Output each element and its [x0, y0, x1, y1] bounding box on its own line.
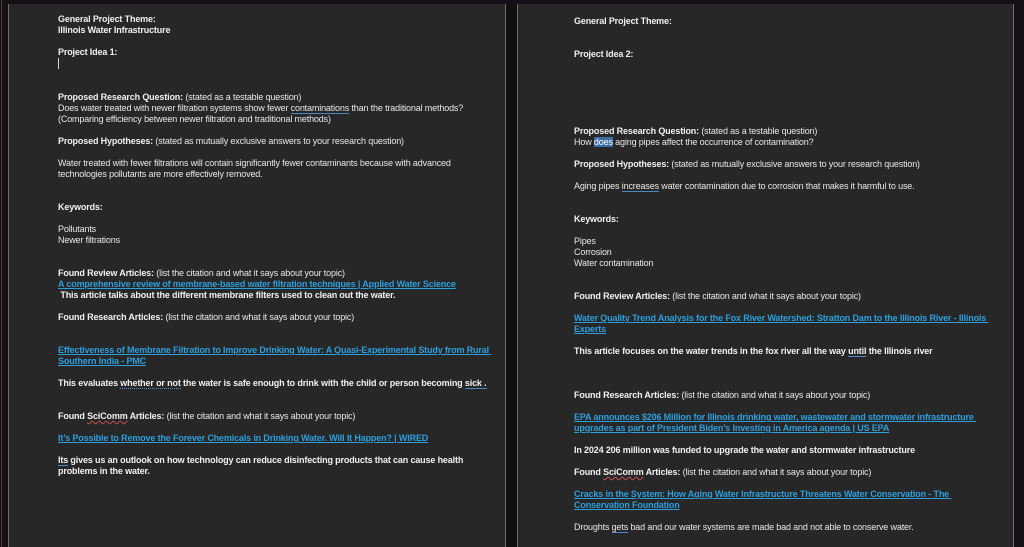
- paragraph[interactable]: [58, 268, 495, 279]
- text-run: (stated as a testable question): [182, 92, 302, 102]
- paragraph[interactable]: [58, 136, 495, 147]
- paragraph[interactable]: [574, 522, 1001, 533]
- paragraph[interactable]: [574, 49, 1001, 60]
- text-run: sick .: [464, 378, 487, 388]
- text-run: gets: [611, 522, 629, 532]
- text-run: than the traditional methods?: [349, 103, 464, 113]
- hyperlink[interactable]: Effectiveness of Membrane Filtration to Improve Drinking Water: A Quasi-Experimental Study from Rural Southern India - PMC: [58, 345, 492, 366]
- text-run: Found: [574, 467, 604, 477]
- text-run: whether or not: [120, 378, 181, 388]
- text-run: General Project Theme:: [58, 14, 156, 24]
- paragraph[interactable]: [574, 137, 1001, 148]
- paragraph[interactable]: [574, 390, 1001, 401]
- paragraph[interactable]: [574, 489, 1001, 511]
- text-run: bad and our water systems are made bad and not able to conserve water.: [628, 522, 914, 532]
- paragraph[interactable]: [574, 291, 1001, 302]
- text-run: (stated as mutually exclusive answers to your research question): [153, 136, 404, 146]
- text-run: (stated as mutually exclusive answers to your research question): [669, 159, 920, 169]
- text-run: Articles:: [127, 411, 165, 421]
- document-page-1[interactable]: [8, 4, 506, 547]
- text-run: Newer filtrations: [58, 235, 120, 245]
- text-run: How: [574, 137, 594, 147]
- paragraph[interactable]: [58, 25, 495, 36]
- text-run: (list the citation and what it says about your topic): [680, 467, 872, 477]
- hyperlink[interactable]: A comprehensive review of membrane-based water filtration techniques | Applied Water Science: [58, 279, 456, 289]
- text-cursor: [58, 58, 59, 69]
- text-run: Proposed Hypotheses:: [574, 159, 670, 169]
- paragraph[interactable]: [574, 126, 1001, 137]
- paragraph[interactable]: [58, 14, 495, 25]
- document-page-2[interactable]: [517, 4, 1014, 547]
- text-run: This article talks about the different membrane filters used to clean out the water.: [58, 290, 396, 300]
- text-run: General Project Theme:: [574, 16, 672, 26]
- text-run: Found Review Articles:: [58, 268, 154, 278]
- paragraph[interactable]: [58, 345, 495, 367]
- text-run: Proposed Research Question:: [58, 92, 183, 102]
- text-run: Proposed Research Question:: [574, 126, 699, 136]
- text-run: (list the citation and what it says about your topic): [669, 291, 861, 301]
- text-run: until: [848, 346, 867, 356]
- text-run: Found Research Articles:: [58, 312, 164, 322]
- paragraph[interactable]: [58, 92, 495, 103]
- paragraph[interactable]: [574, 181, 1001, 192]
- text-run: (Comparing efficiency between newer filtration and traditional methods): [58, 114, 331, 124]
- paragraph[interactable]: [574, 467, 1001, 478]
- text-run: Aging pipes: [574, 181, 622, 191]
- text-run: Illinois Water Infrastructure: [58, 25, 171, 35]
- text-run: Found: [58, 411, 88, 421]
- text-run: the Illinois river: [866, 346, 933, 356]
- paragraph[interactable]: [58, 312, 495, 323]
- text-run: Droughts: [574, 522, 612, 532]
- text-run: Water treated with fewer filtrations will contain significantly fewer contaminants because with advanced technologies pollutants are more effectively removed.: [58, 158, 454, 179]
- paragraph[interactable]: [58, 224, 495, 235]
- paragraph[interactable]: [574, 313, 1001, 335]
- text-run: Articles:: [643, 467, 681, 477]
- paragraph[interactable]: [574, 236, 1001, 247]
- text-run: Its: [58, 455, 69, 465]
- hyperlink[interactable]: Water Quality Trend Analysis for the Fox River Watershed: Stratton Dam to the Illinois River - Illinois Experts: [574, 313, 989, 334]
- paragraph[interactable]: [58, 114, 495, 125]
- hyperlink[interactable]: Cracks in the System: How Aging Water Infrastructure Threatens Water Conservation - The Conservation Foundation: [574, 489, 952, 510]
- text-run: Proposed Hypotheses:: [58, 136, 154, 146]
- paragraph[interactable]: [58, 47, 495, 58]
- text-run: This evaluates: [58, 378, 121, 388]
- hyperlink[interactable]: It’s Possible to Remove the Forever Chemicals in Drinking Water. Will It Happen? | WIRED: [58, 433, 429, 443]
- paragraph[interactable]: [58, 455, 495, 477]
- paragraph[interactable]: [58, 378, 495, 389]
- paragraph[interactable]: [574, 159, 1001, 170]
- text-run: In 2024 206 million was funded to upgrade the water and stormwater infrastructure: [574, 445, 915, 455]
- text-run: (list the citation and what it says about your topic): [164, 411, 356, 421]
- empty-paragraph-with-cursor[interactable]: [58, 58, 495, 70]
- paragraph[interactable]: [58, 290, 495, 301]
- text-run: contaminations: [290, 103, 350, 113]
- canvas-right-margin: [1014, 4, 1024, 547]
- text-run: Does water treated with newer filtration systems show fewer: [58, 103, 291, 113]
- paragraph[interactable]: [58, 158, 495, 180]
- paragraph[interactable]: [574, 16, 1001, 27]
- text-run: aging pipes affect the occurrence of contamination?: [612, 137, 814, 147]
- text-run: increases: [621, 181, 659, 191]
- paragraph[interactable]: [574, 346, 1001, 357]
- paragraph[interactable]: [58, 235, 495, 246]
- text-run: Found Research Articles:: [574, 390, 680, 400]
- text-run: Keywords:: [58, 202, 103, 212]
- text-run: Pollutants: [58, 224, 97, 234]
- text-run: water contamination due to corrosion that makes it harmful to use.: [658, 181, 915, 191]
- text-run: Project Idea 1:: [58, 47, 118, 57]
- text-run: gives us an outlook on how technology can reduce disinfecting products that can cause health problems in the water.: [58, 455, 466, 476]
- document-canvas: [0, 4, 1024, 547]
- paragraph[interactable]: [574, 445, 1001, 456]
- text-run: Keywords:: [574, 214, 619, 224]
- paragraph[interactable]: [574, 214, 1001, 225]
- text-run: Corrosion: [574, 247, 612, 257]
- text-run: (list the citation and what it says about your topic): [679, 390, 871, 400]
- paragraph[interactable]: [58, 433, 495, 444]
- text-run: (list the citation and what it says about your topic): [163, 312, 355, 322]
- page-gap: [506, 4, 517, 547]
- paragraph[interactable]: [58, 279, 495, 290]
- text-run: (list the citation and what it says about your topic): [153, 268, 345, 278]
- paragraph[interactable]: [574, 247, 1001, 258]
- paragraph[interactable]: [58, 202, 495, 213]
- text-run: SciComm: [87, 411, 128, 421]
- text-run: Found Review Articles:: [574, 291, 670, 301]
- paragraph[interactable]: [574, 258, 1001, 269]
- text-run: Project Idea 2:: [574, 49, 634, 59]
- text-run: Pipes: [574, 236, 596, 246]
- text-run: (stated as a testable question): [698, 126, 818, 136]
- paragraph[interactable]: [574, 412, 1001, 434]
- text-run: Water contamination: [574, 258, 654, 268]
- window-edge-line: [1, 0, 2, 547]
- paragraph[interactable]: [58, 103, 495, 114]
- hyperlink[interactable]: EPA announces $206 Million for Illinois drinking water, wastewater and stormwater infrastructure upgrades as part of President Biden’s Investing in America agenda | US EPA: [574, 412, 977, 433]
- text-run: does: [593, 137, 613, 147]
- text-run: the water is safe enough to drink with the child or person becoming: [180, 378, 465, 388]
- paragraph[interactable]: [58, 411, 495, 422]
- text-run: This article focuses on the water trends in the fox river all the way: [574, 346, 849, 356]
- text-run: SciComm: [603, 467, 644, 477]
